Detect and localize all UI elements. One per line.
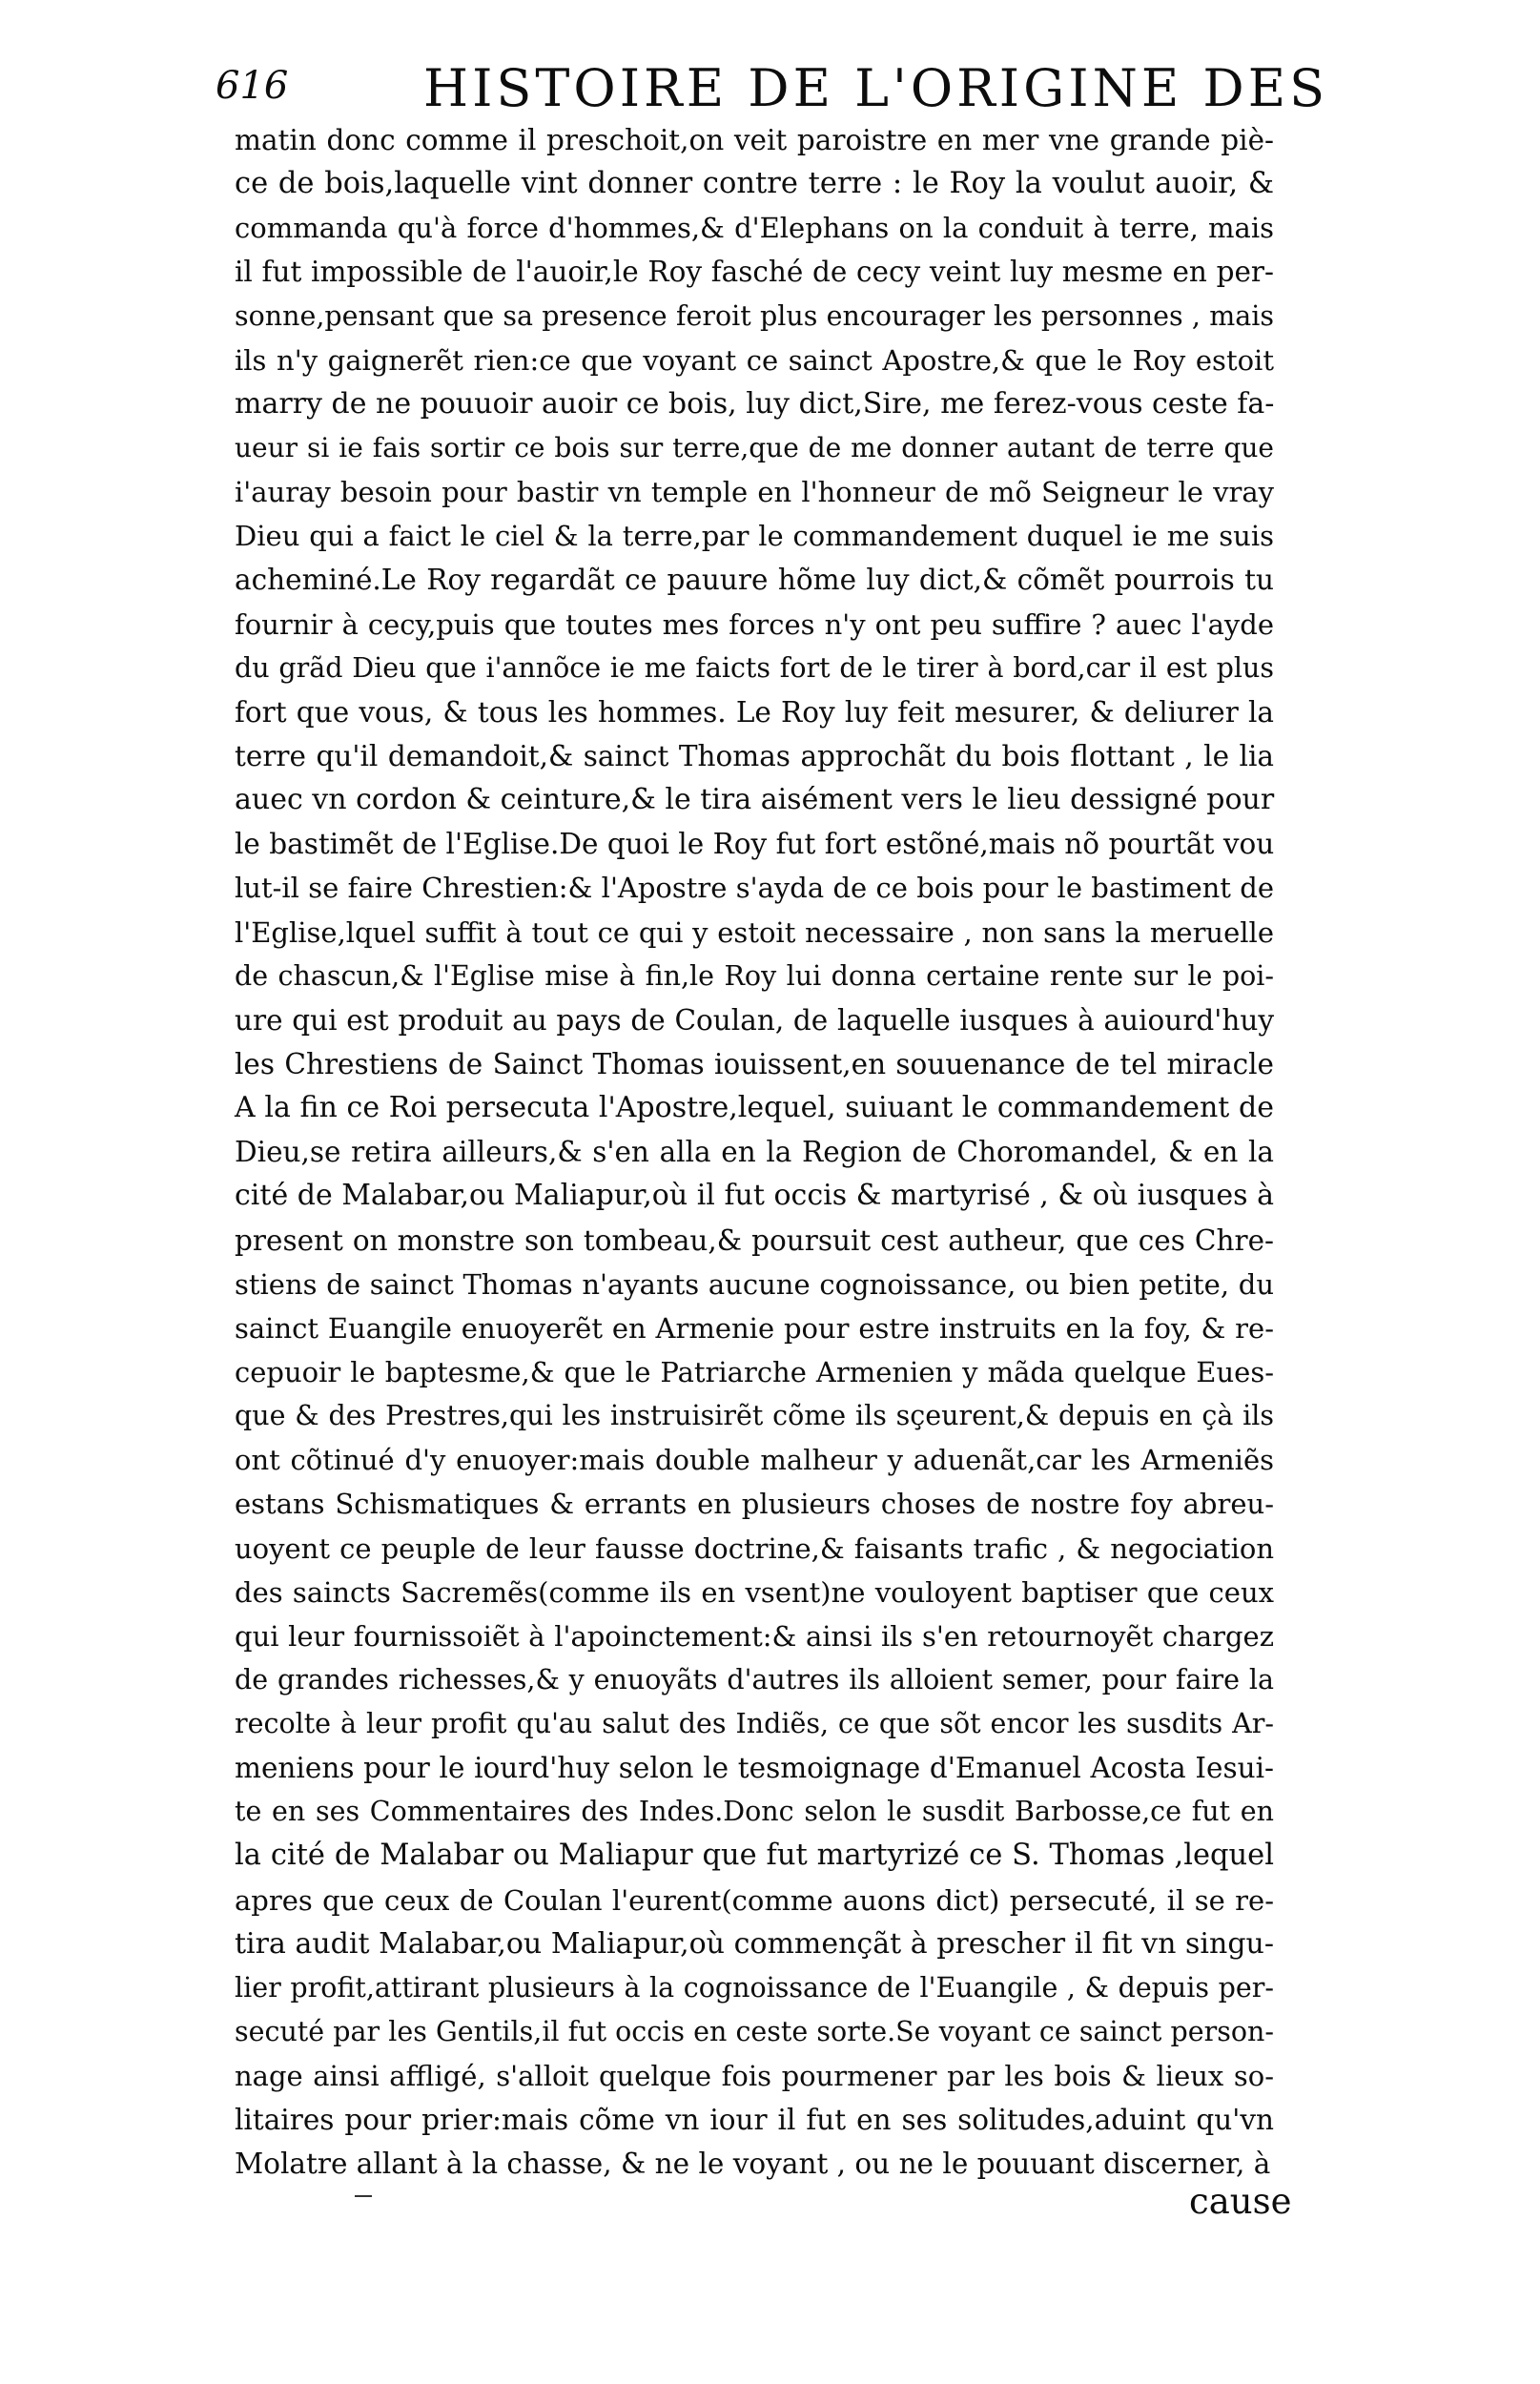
body-text xyxy=(235,118,1274,2187)
catchword: cause xyxy=(1189,2181,1292,2222)
text-line: stiens de sainct Thomas n'ayants aucune cognoissance, ou bien petite, du xyxy=(235,1267,1274,1301)
text-line: il fut impossible de l'auoir,le Roy fasché de cecy veint luy mesme en per- xyxy=(235,256,1274,289)
text-line: ont cõtinué d'y enuoyer:mais double malheur y aduenãt,car les Armeniẽs xyxy=(235,1444,1274,1477)
text-line: du grãd Dieu que i'annõce ie me faicts fort de le tirer à bord,car il est plus xyxy=(235,651,1274,684)
text-line: de grandes richesses,& y enuoyãts d'autres ils alloient semer, pour faire la xyxy=(235,1663,1274,1696)
text-line: des saincts Sacremẽs(comme ils en vsent)ne vouloyent baptiser que ceux xyxy=(235,1575,1274,1609)
text-line: l'Eglise,lquel suffit à tout ce qui y estoit necessaire , non sans la meruelle xyxy=(235,915,1274,949)
text-line: ueur si ie fais sortir ce bois sur terre,que de me donner autant de terre que xyxy=(235,431,1274,463)
text-line: cité de Malabar,ou Maliapur,où il fut occis & martyrisé , & où iusques à xyxy=(235,1179,1274,1213)
text-line: recolte à leur profit qu'au salut des Indiẽs, ce que sõt encor les susdits Ar- xyxy=(235,1708,1274,1740)
text-line: Molatre allant à la chasse, & ne le voyant , ou ne le pouuant discerner, à xyxy=(235,2148,1271,2181)
text-line: les Chrestiens de Sainct Thomas iouissent,en souuenance de tel miracle xyxy=(235,1047,1274,1080)
text-line: fournir à cecy,puis que toutes mes forces n'y ont peu suffire ? auec l'ayde xyxy=(235,607,1274,641)
text-line: litaires pour prier:mais cõme vn iour il fut en ses solitudes,aduint qu'vn xyxy=(235,2104,1274,2137)
text-line: uoyent ce peuple de leur fausse doctrine,& faisants trafic , & negociation xyxy=(235,1531,1274,1565)
text-line: tira audit Malabar,ou Maliapur,où commençãt à prescher il fit vn singu- xyxy=(235,1926,1274,1961)
text-line: present on monstre son tombeau,& poursuit cest autheur, que ces Chre- xyxy=(235,1223,1274,1257)
text-line: i'auray besoin pour bastir vn temple en l'honneur de mõ Seigneur le vray xyxy=(235,476,1274,509)
text-line: fort que vous, & tous les hommes. Le Roy luy feit mesurer, & deliurer la xyxy=(235,695,1274,729)
text-line: apres que ceux de Coulan l'eurent(comme auons dict) persecuté, il se re- xyxy=(235,1883,1274,1917)
text-line: de chascun,& l'Eglise mise à fin,le Roy lui donna certaine rente sur le poi- xyxy=(235,959,1274,992)
text-line: secuté par les Gentils,il fut occis en ceste sorte.Se voyant ce sainct person- xyxy=(235,2016,1274,2048)
text-line: acheminé.Le Roy regardãt ce pauure hõme luy dict,& cõmẽt pourrois tu xyxy=(235,564,1274,597)
text-line: lier profit,attirant plusieurs à la cognoissance de l'Euangile , & depuis per- xyxy=(235,1971,1274,2004)
text-line: terre qu'il demandoit,& sainct Thomas approchãt du bois flottant , le lia xyxy=(235,739,1274,772)
text-line: ce de bois,laquelle vint donner contre terre : le Roy la voulut auoir, & xyxy=(235,167,1274,201)
text-line: nage ainsi affligé, s'alloit quelque fois pourmener par les bois & lieux so- xyxy=(235,2060,1274,2093)
text-line: ure qui est produit au pays de Coulan, de laquelle iusques à auiourd'huy xyxy=(235,1003,1274,1037)
text-line: auec vn cordon & ceinture,& le tira aisément vers le lieu dessigné pour xyxy=(235,783,1275,817)
text-line: que & des Prestres,qui les instruisirẽt cõme ils sçeurent,& depuis en çà ils xyxy=(235,1400,1274,1432)
text-line: Dieu qui a faict le ciel & la terre,par le commandement duquel ie me suis xyxy=(235,520,1274,553)
text-line: la cité de Malabar ou Maliapur que fut martyrizé ce S. Thomas ,lequel xyxy=(235,1839,1274,1873)
ink-mark xyxy=(355,2195,372,2197)
text-line: sainct Euangile enuoyerẽt en Armenie pour estre instruits en la foy, & re- xyxy=(235,1311,1274,1345)
running-title: HISTOIRE DE L'ORIGINE DES xyxy=(423,58,1329,118)
text-line: matin donc comme il preschoit,on veit paroistre en mer vne grande piè- xyxy=(235,124,1274,156)
text-line: A la fin ce Roi persecuta l'Apostre,lequel, suiuant le commandement de xyxy=(235,1091,1274,1125)
text-line: ils n'y gaignerẽt rien:ce que voyant ce sainct Apostre,& que le Roy estoit xyxy=(235,343,1274,377)
text-line: te en ses Commentaires des Indes.Donc selon le susdit Barbosse,ce fut en xyxy=(235,1796,1274,1828)
text-line: le bastimẽt de l'Eglise.De quoi le Roy fut fort estõné,mais nõ pourtãt vou xyxy=(235,828,1275,861)
text-line: marry de ne pouuoir auoir ce bois, luy dict,Sire, me ferez-vous ceste fa- xyxy=(235,386,1275,421)
text-line: qui leur fournissoiẽt à l'apoinctement:& ainsi ils s'en retournoyẽt chargez xyxy=(235,1619,1274,1653)
text-line: sonne,pensant que sa presence feroit plus encourager les personnes , mais xyxy=(235,299,1274,332)
text-line: Dieu,se retira ailleurs,& s'en alla en la Region de Choromandel, & en la xyxy=(235,1136,1274,1169)
text-line: estans Schismatiques & errants en plusieurs choses de nostre foy abreu- xyxy=(235,1488,1274,1521)
text-line: lut-il se faire Chrestien:& l'Apostre s'ayda de ce bois pour le bastiment de xyxy=(235,872,1274,905)
text-line: commanda qu'à force d'hommes,& d'Elephans on la conduit à terre, mais xyxy=(235,212,1274,245)
text-line: cepuoir le baptesme,& que le Patriarche Armenien y mãda quelque Eues- xyxy=(235,1355,1274,1388)
page-number: 616 xyxy=(216,64,289,108)
text-line: meniens pour le iourd'huy selon le tesmoignage d'Emanuel Acosta Iesui- xyxy=(235,1752,1274,1785)
